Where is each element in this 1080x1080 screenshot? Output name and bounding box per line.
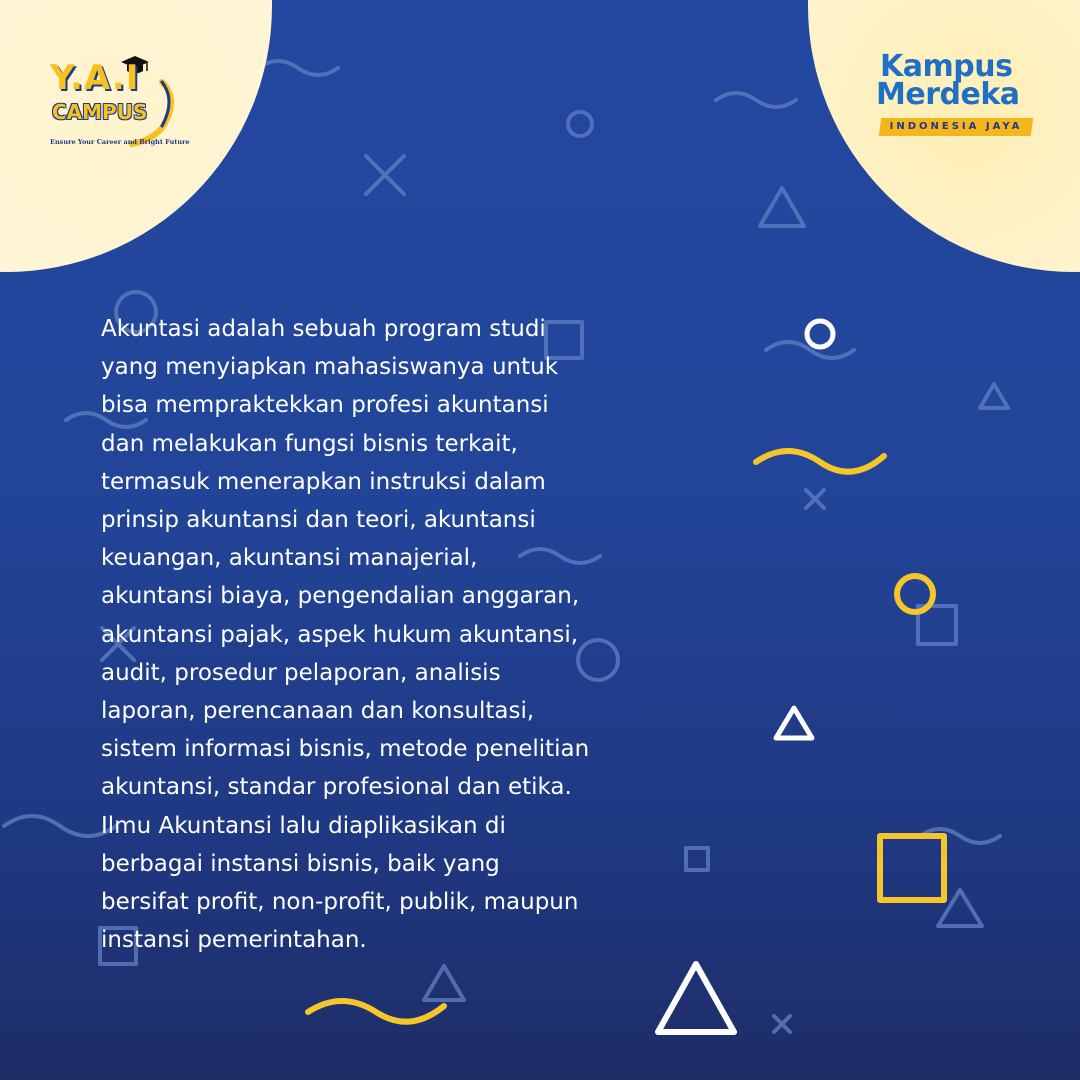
- triangle-outline-icon: [980, 384, 1008, 408]
- cross-icon: [806, 490, 824, 508]
- square-outline-icon: [880, 836, 944, 900]
- kampus-merdeka-logo: [872, 49, 1047, 152]
- body-paragraph: Akuntasi adalah sebuah program studi yang menyiapkan mahasiswanya untuk bisa mempraktekkan profesi akuntansi dan melakukan fungsi bisnis terkait, termasuk menerapkan instruksi dalam prinsip akuntansi dan teori, akuntansi keuangan, akuntansi manajerial, akuntansi biaya, pengendalian anggaran, akuntansi pajak, aspek hukum akuntansi, audit, prosedur pelaporan, analisis laporan, perencanaan dan konsultasi, sistem informasi bisnis, metode penelitian akuntansi, standar profesional dan etika. Ilmu Akuntansi lalu diaplikasikan di berbagai instansi bisnis, baik yang bersifat profit, non-profit, publik, maupun instansi pemerintahan.: [101, 316, 590, 954]
- wave-line-icon: [4, 816, 116, 836]
- wave-line-icon: [308, 1001, 444, 1022]
- wave-line-icon: [756, 451, 884, 472]
- wave-line-icon: [716, 93, 796, 107]
- logo-subtitle: INDONESIA JAYA: [889, 121, 1023, 132]
- triangle-outline-icon: [658, 964, 734, 1032]
- circle-outline-icon: [568, 112, 592, 136]
- logo-tagline: Ensure Your Career and Bright Future: [50, 138, 190, 146]
- circle-outline-icon: [807, 321, 833, 347]
- logo-name-line2: CAMPUS: [52, 100, 148, 124]
- logo-line2: Merdeka: [876, 77, 1020, 112]
- wave-line-icon: [258, 61, 338, 75]
- logo-name-line1: Y.A.I: [50, 58, 140, 98]
- triangle-outline-icon: [424, 966, 464, 1000]
- triangle-outline-icon: [760, 188, 804, 226]
- logo-line1: Kampus: [880, 49, 1013, 84]
- circle-outline-icon: [897, 576, 933, 612]
- cross-icon: [774, 1016, 790, 1032]
- yai-campus-logo: [44, 52, 194, 152]
- triangle-outline-icon: [776, 708, 812, 738]
- cross-icon: [366, 156, 404, 194]
